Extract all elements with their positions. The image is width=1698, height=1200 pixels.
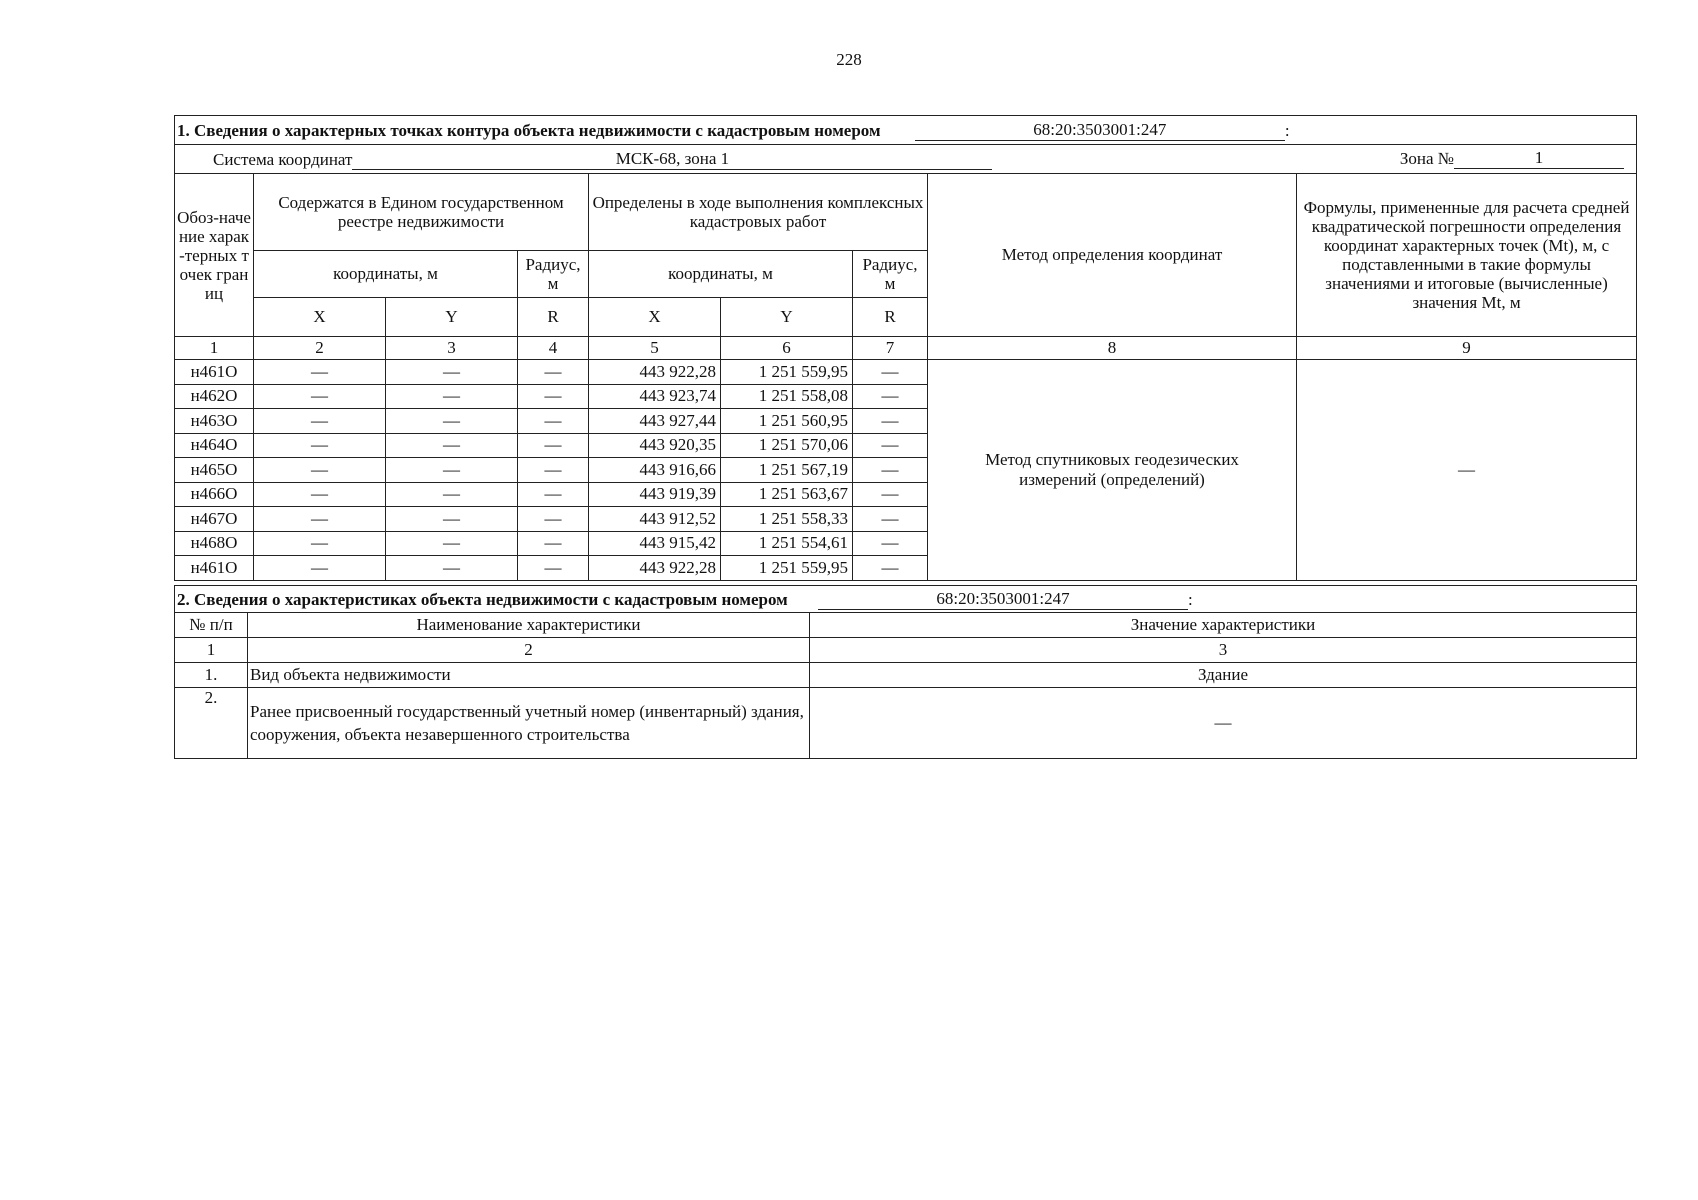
coord-system-row bbox=[175, 145, 1637, 174]
kkr-x: 443 916,66 bbox=[589, 458, 721, 483]
egrn-r: — bbox=[518, 433, 589, 458]
col-number: 2 bbox=[254, 337, 386, 360]
kkr-y: 1 251 558,33 bbox=[721, 507, 853, 532]
kkr-r: — bbox=[853, 384, 928, 409]
kkr-y: 1 251 554,61 bbox=[721, 531, 853, 556]
egrn-x: — bbox=[254, 384, 386, 409]
point-id: н465О bbox=[175, 458, 254, 483]
col-number: 3 bbox=[386, 337, 518, 360]
egrn-x: — bbox=[254, 507, 386, 532]
kkr-r: — bbox=[853, 409, 928, 434]
kkr-r: — bbox=[853, 556, 928, 581]
header-r2: R bbox=[853, 298, 928, 337]
kkr-x: 443 923,74 bbox=[589, 384, 721, 409]
egrn-r: — bbox=[518, 409, 589, 434]
egrn-r: — bbox=[518, 384, 589, 409]
egrn-x: — bbox=[254, 531, 386, 556]
col-number: 5 bbox=[589, 337, 721, 360]
col-number: 7 bbox=[853, 337, 928, 360]
kkr-r: — bbox=[853, 433, 928, 458]
header-x2: X bbox=[589, 298, 721, 337]
header-name: Наименование характеристики bbox=[248, 613, 810, 638]
kkr-x: 443 927,44 bbox=[589, 409, 721, 434]
header-designation: Обоз-начение харак-терных точек границ bbox=[175, 174, 254, 337]
kkr-x: 443 915,42 bbox=[589, 531, 721, 556]
egrn-x: — bbox=[254, 482, 386, 507]
kkr-r: — bbox=[853, 531, 928, 556]
header-y1: Y bbox=[386, 298, 518, 337]
row-name: Вид объекта недвижимости bbox=[248, 663, 810, 688]
section2-colon: : bbox=[1188, 589, 1193, 609]
formula-value: — bbox=[1297, 360, 1637, 581]
col-number: 3 bbox=[810, 638, 1637, 663]
kkr-x: 443 919,39 bbox=[589, 482, 721, 507]
point-id: н466О bbox=[175, 482, 254, 507]
egrn-y: — bbox=[386, 482, 518, 507]
section2-header-row bbox=[175, 613, 1637, 638]
header-kkr: Определены в ходе выполнения комплексных кадастровых работ bbox=[589, 174, 928, 251]
kkr-r: — bbox=[853, 360, 928, 385]
section2-title-row bbox=[175, 586, 1637, 613]
row-num: 1. bbox=[175, 663, 248, 688]
egrn-x: — bbox=[254, 360, 386, 385]
egrn-x: — bbox=[254, 433, 386, 458]
egrn-r: — bbox=[518, 482, 589, 507]
point-id: н467О bbox=[175, 507, 254, 532]
egrn-y: — bbox=[386, 458, 518, 483]
point-id: н464О bbox=[175, 433, 254, 458]
egrn-r: — bbox=[518, 531, 589, 556]
col-number: 8 bbox=[928, 337, 1297, 360]
header-method: Метод определения координат bbox=[928, 174, 1297, 337]
egrn-y: — bbox=[386, 360, 518, 385]
row-value: Здание bbox=[810, 663, 1637, 688]
egrn-y: — bbox=[386, 507, 518, 532]
point-id: н462О bbox=[175, 384, 254, 409]
kkr-y: 1 251 563,67 bbox=[721, 482, 853, 507]
header-row-1 bbox=[175, 174, 1637, 251]
kkr-x: 443 922,28 bbox=[589, 360, 721, 385]
header-kkr-coords: координаты, м bbox=[589, 251, 853, 298]
kkr-r: — bbox=[853, 482, 928, 507]
egrn-y: — bbox=[386, 556, 518, 581]
egrn-y: — bbox=[386, 384, 518, 409]
header-egrn-radius: Радиус, м bbox=[518, 251, 589, 298]
header-egrn: Содержатся в Едином государственном реестре недвижимости bbox=[254, 174, 589, 251]
kkr-r: — bbox=[853, 458, 928, 483]
egrn-x: — bbox=[254, 556, 386, 581]
header-y2: Y bbox=[721, 298, 853, 337]
egrn-r: — bbox=[518, 556, 589, 581]
col-number-row bbox=[175, 337, 1637, 360]
header-x1: X bbox=[254, 298, 386, 337]
header-num: № п/п bbox=[175, 613, 248, 638]
section1-cadastral-number: 68:20:3503001:247 bbox=[915, 120, 1285, 141]
egrn-r: — bbox=[518, 360, 589, 385]
header-formulas: Формулы, примененные для расчета средней квадратической погрешности определения координат характерных точек (Mt), м, с подставленными в такие формулы значениями и итоговые (вычисленные) значения Mt, м bbox=[1297, 174, 1637, 337]
kkr-x: 443 920,35 bbox=[589, 433, 721, 458]
kkr-y: 1 251 560,95 bbox=[721, 409, 853, 434]
coord-system-value: МСК-68, зона 1 bbox=[352, 149, 992, 170]
row-num: 2. bbox=[175, 688, 248, 759]
kkr-y: 1 251 559,95 bbox=[721, 556, 853, 581]
kkr-x: 443 912,52 bbox=[589, 507, 721, 532]
section2-col-number-row bbox=[175, 638, 1637, 663]
section1-title-row bbox=[175, 116, 1637, 145]
page-number: 228 bbox=[836, 50, 862, 69]
characteristics-table bbox=[174, 585, 1637, 759]
kkr-y: 1 251 559,95 bbox=[721, 360, 853, 385]
kkr-y: 1 251 558,08 bbox=[721, 384, 853, 409]
col-number: 6 bbox=[721, 337, 853, 360]
zone-label: Зона № bbox=[1399, 149, 1455, 168]
col-number: 2 bbox=[248, 638, 810, 663]
method-value: Метод спутниковых геодезических измерений (определений) bbox=[928, 360, 1297, 581]
header-kkr-radius: Радиус, м bbox=[853, 251, 928, 298]
egrn-r: — bbox=[518, 507, 589, 532]
egrn-y: — bbox=[386, 409, 518, 434]
kkr-y: 1 251 570,06 bbox=[721, 433, 853, 458]
section2-cadastral-number: 68:20:3503001:247 bbox=[818, 589, 1188, 610]
egrn-y: — bbox=[386, 531, 518, 556]
egrn-x: — bbox=[254, 458, 386, 483]
header-egrn-coords: координаты, м bbox=[254, 251, 518, 298]
section2-title: 2. Сведения о характеристиках объекта недвижимости с кадастровым номером bbox=[177, 589, 788, 609]
coord-system-label: Система координат bbox=[213, 149, 353, 169]
kkr-y: 1 251 567,19 bbox=[721, 458, 853, 483]
row-name: Ранее присвоенный государственный учетный номер (инвентарный) здания, сооружения, объекта незавершенного строительства bbox=[248, 688, 810, 759]
point-id: н468О bbox=[175, 531, 254, 556]
kkr-r: — bbox=[853, 507, 928, 532]
table-row bbox=[175, 688, 1637, 759]
kkr-x: 443 922,28 bbox=[589, 556, 721, 581]
col-number: 9 bbox=[1297, 337, 1637, 360]
egrn-y: — bbox=[386, 433, 518, 458]
row-value: — bbox=[810, 688, 1637, 759]
points-table bbox=[174, 115, 1637, 581]
egrn-r: — bbox=[518, 458, 589, 483]
header-value: Значение характеристики bbox=[810, 613, 1637, 638]
point-id: н461О bbox=[175, 360, 254, 385]
egrn-x: — bbox=[254, 409, 386, 434]
table-row bbox=[175, 360, 1637, 385]
col-number: 1 bbox=[175, 638, 248, 663]
table-row bbox=[175, 663, 1637, 688]
col-number: 1 bbox=[175, 337, 254, 360]
section1-colon: : bbox=[1284, 120, 1290, 140]
zone-value: 1 bbox=[1454, 148, 1624, 169]
point-id: н461О bbox=[175, 556, 254, 581]
col-number: 4 bbox=[518, 337, 589, 360]
header-r1: R bbox=[518, 298, 589, 337]
section1-title: 1. Сведения о характерных точках контура объекта недвижимости с кадастровым номером bbox=[177, 120, 881, 140]
point-id: н463О bbox=[175, 409, 254, 434]
